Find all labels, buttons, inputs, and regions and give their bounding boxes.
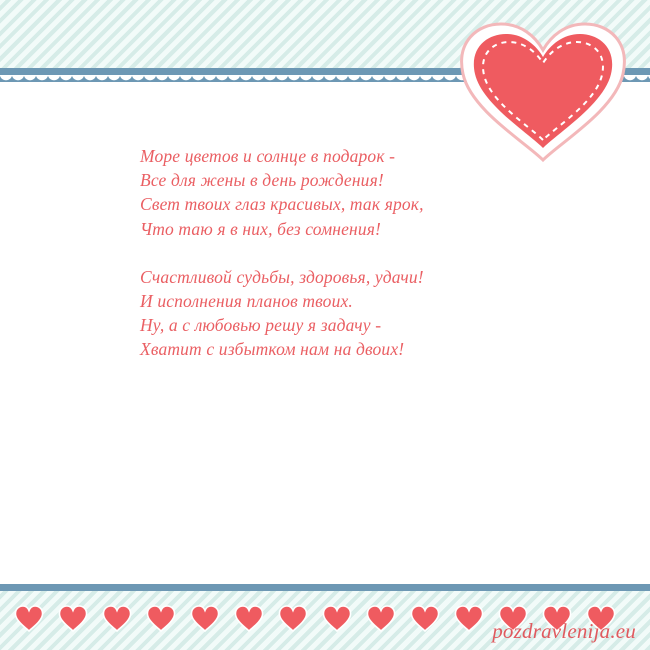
poem-line: Хватит с избытком нам на двоих! <box>140 339 405 360</box>
heart-icon <box>190 605 220 632</box>
poem-line: Что таю я в них, без сомнения! <box>140 218 382 239</box>
heart-icon <box>58 605 88 632</box>
poem-text <box>140 144 560 362</box>
heart-icon <box>366 605 396 632</box>
heart-icon <box>146 605 176 632</box>
poem-line: Все для жены в день рождения! <box>140 170 384 191</box>
poem-line: Море цветов и солнце в подарок - <box>140 146 396 166</box>
heart-icon <box>102 605 132 632</box>
poem-line: И исполнения планов твоих. <box>140 291 353 312</box>
heart-icon <box>410 605 440 632</box>
heart-icon <box>454 605 484 632</box>
heart-icon <box>14 605 44 632</box>
poem-stanza <box>140 265 560 362</box>
poem-line: Ну, а с любовью решу я задачу - <box>140 315 382 336</box>
hero-heart-icon <box>455 18 631 164</box>
heart-icon <box>278 605 308 632</box>
poem-line: Свет твоих глаз красивых, так ярок, <box>140 194 424 215</box>
bottom-scallop-edge <box>0 584 650 598</box>
poem-line: Счастливой судьбы, здоровья, удачи! <box>140 266 424 287</box>
site-signature: pozdravlenija.eu <box>492 619 636 643</box>
poem-stanza <box>140 144 560 241</box>
heart-icon <box>322 605 352 632</box>
heart-icon <box>234 605 264 632</box>
